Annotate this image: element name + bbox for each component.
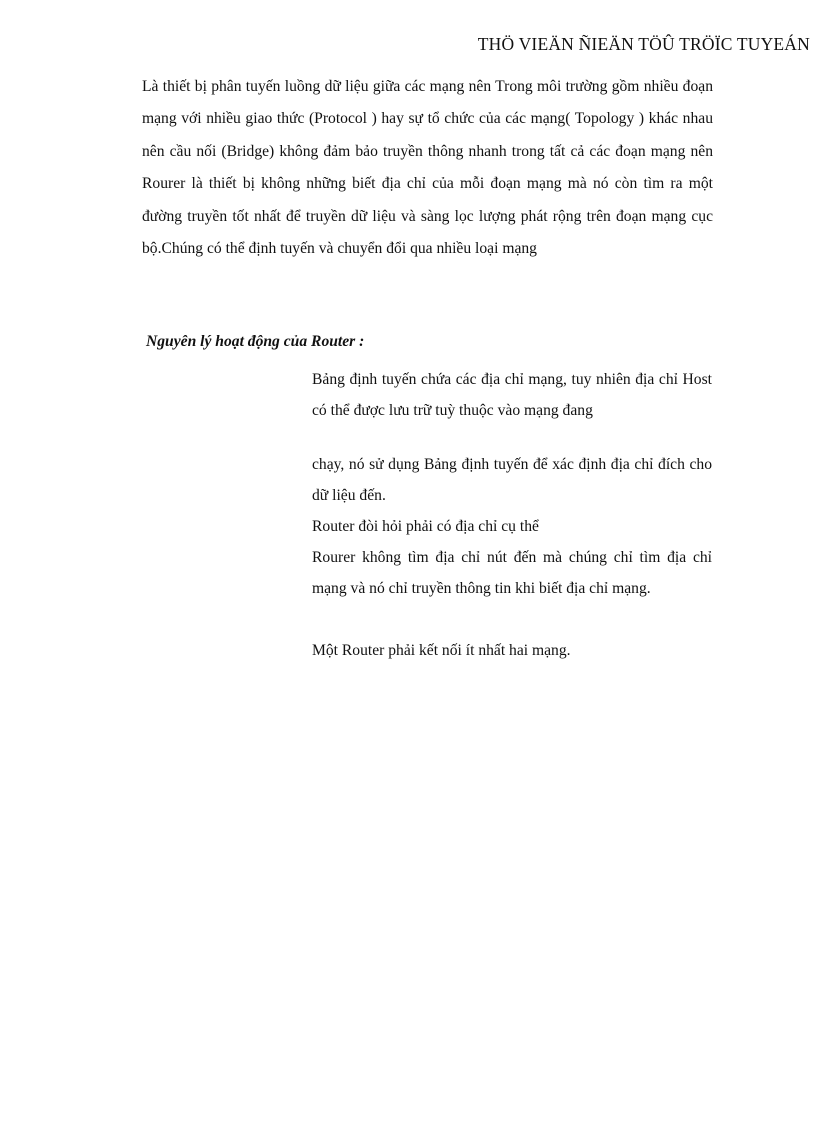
router-principle-line-5: Một Router phải kết nối ít nhất hai mạng. xyxy=(312,642,571,659)
router-principle-paragraph-1: Bảng định tuyến chứa các địa chỉ mạng, tuy nhiên địa chỉ Host có thể được lưu trữ tuỳ thuộc vào mạng đang xyxy=(312,371,712,419)
router-principle-paragraph-2: chạy, nó sử dụng Bảng định tuyến để xác định địa chỉ đích cho dữ liệu đến. xyxy=(312,456,712,504)
section-heading: Nguyên lý hoạt động của Router : xyxy=(146,333,365,350)
page-header-title: THÖ VIEÄN ÑIEÄN TÖÛ TRÖÏC TUYEÁN xyxy=(477,34,810,54)
router-principle-paragraph-4: Rourer không tìm địa chỉ nút đến mà chúng chỉ tìm địa chỉ mạng và nó chỉ truyền thông tin khi biết địa chỉ mạng. xyxy=(312,549,712,597)
router-principle-line-3: Router đòi hỏi phải có địa chỉ cụ thể xyxy=(312,518,539,535)
intro-paragraph: Là thiết bị phân tuyến luồng dữ liệu giữa các mạng nên Trong môi trường gồm nhiều đoạn mạng với nhiều giao thức (Protocol ) hay sự tổ chức của các mạng( Topology ) khác nhau nên cầu nối (Bridge) không đảm bảo truyền thông nhanh trong tất cả các đoạn mạng nên Rourer là thiết bị không những biết địa chỉ của mỗi đoạn mạng mà nó còn tìm ra một đường truyền tốt nhất để truyền dữ liệu và sàng lọc lượng phát rộng trên đoạn mạng cục bộ.Chúng có thể định tuyến và chuyển đổi qua nhiều loại mạng xyxy=(142,78,713,258)
